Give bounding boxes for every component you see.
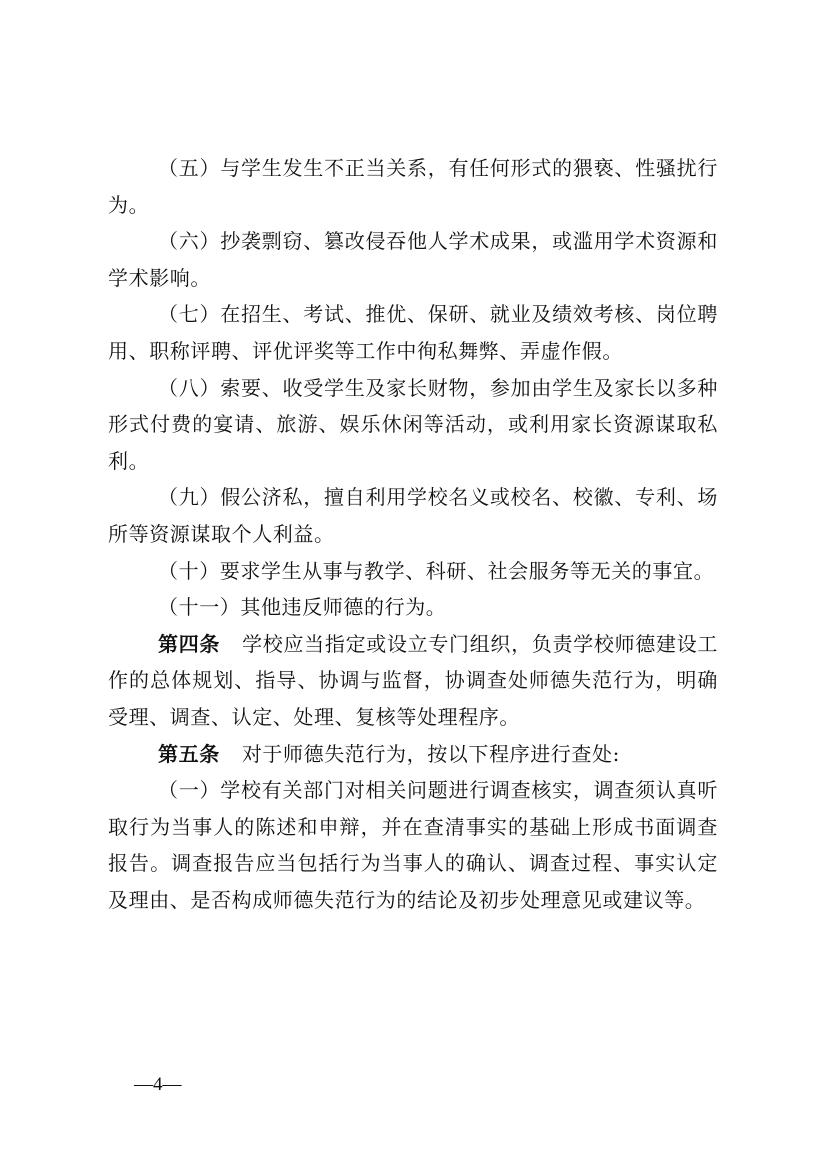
article-5-label: 第五条 bbox=[158, 741, 220, 766]
clause-8: （八）索要、收受学生及家长财物，参加由学生及家长以多种形式付费的宴请、旅游、娱乐休闲等活动，或利用家长资源谋取私利。 bbox=[108, 375, 718, 473]
document-body bbox=[108, 150, 718, 918]
clause-7: （七）在招生、考试、推优、保研、就业及绩效考核、岗位聘用、职称评聘、评优评奖等工作中徇私舞弊、弄虚作假。 bbox=[108, 302, 718, 363]
procedure-item-1: （一）学校有关部门对相关问题进行调查核实，调查须认真听取行为当事人的陈述和申辩，并在查清事实的基础上形成书面调查报告。调查报告应当包括行为当事人的确认、调查过程、事实认定及理由、是否构成师德失范行为的结论及初步处理意见或建议等。 bbox=[108, 778, 718, 912]
article-5-text: 对于师德失范行为，按以下程序进行查处: bbox=[241, 741, 620, 766]
article-5 bbox=[108, 736, 718, 773]
clause-9: （九）假公济私，擅自利用学校名义或校名、校徽、专利、场所等资源谋取个人利益。 bbox=[108, 485, 718, 546]
clause-5: （五）与学生发生不正当关系，有任何形式的猥亵、性骚扰行为。 bbox=[108, 156, 718, 217]
clause-6: （六）抄袭剽窃、篡改侵吞他人学术成果，或滥用学术资源和学术影响。 bbox=[108, 229, 718, 290]
clause-11: （十一）其他违反师德的行为。 bbox=[158, 595, 447, 620]
article-4-text: 学校应当指定或设立专门组织，负责学校师德建设工作的总体规划、指导、协调与监督，协调查处师德失范行为，明确受理、调查、认定、处理、复核等处理程序。 bbox=[108, 631, 718, 729]
page-number: —4— bbox=[134, 1074, 182, 1095]
article-4 bbox=[108, 626, 718, 736]
clause-10: （十）要求学生从事与教学、科研、社会服务等无关的事宜。 bbox=[158, 558, 715, 583]
article-4-label: 第四条 bbox=[158, 631, 221, 656]
